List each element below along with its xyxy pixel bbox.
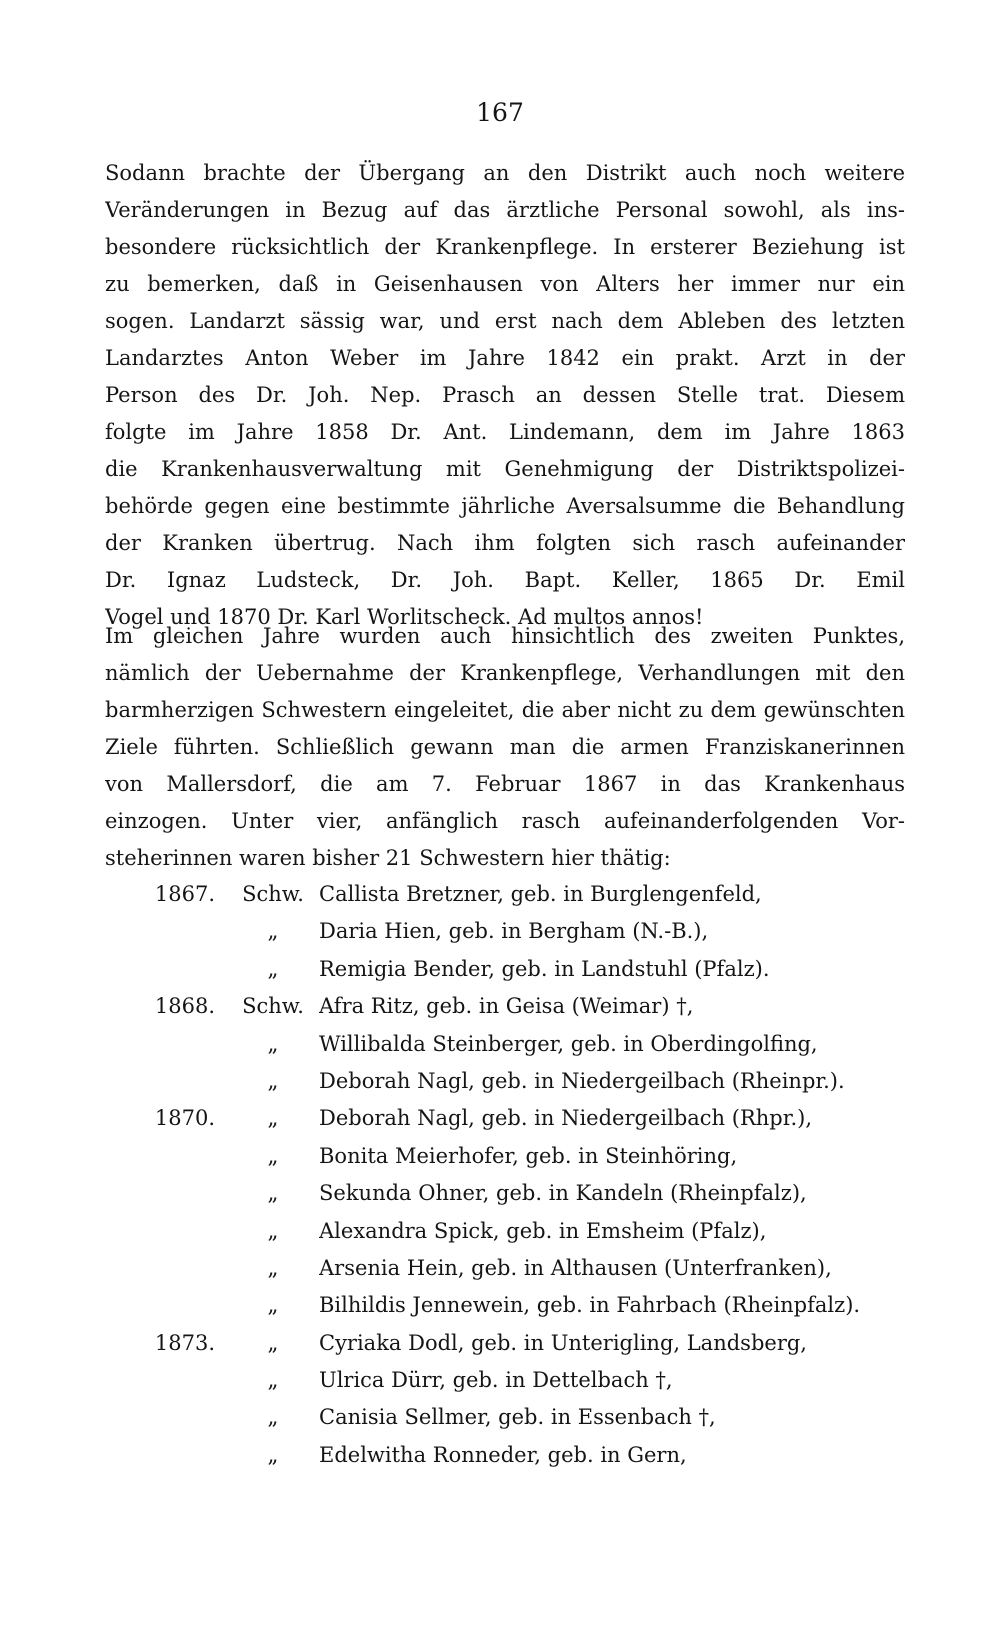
list-item-entry: Afra Ritz, geb. in Geisa (Weimar) †, [319,994,694,1019]
list-item-entry: Alexandra Spick, geb. in Emsheim (Pfalz), [319,1218,767,1243]
list-item-entry: Edelwitha Ronneder, geb. in Gern, [319,1442,687,1467]
text-line: Im gleichen Jahre wurden auch hinsichtlich des zweiten Punktes, [105,624,905,648]
list-item-entry: Willibalda Steinberger, geb. in Oberdingolfing, [319,1031,818,1056]
list-item [105,951,905,988]
list-item [105,1287,905,1324]
list-item-year [105,1063,227,1100]
list-item-prefix: Schw. [242,994,304,1019]
text-line: Sodann brachte der Übergang an den Distrikt auch noch weitere [105,161,905,185]
text-line: die Krankenhausverwaltung mit Genehmigung der Distriktspolizei- [105,457,905,481]
text-line: der Kranken übertrug. Nach ihm folgten sich rasch aufeinander [105,531,905,555]
list-item-entry: Ulrica Dürr, geb. in Dettelbach †, [319,1368,673,1393]
list-item [105,1437,905,1474]
page-number: 167 [476,98,524,127]
list-item-prefix: „ [267,1330,279,1355]
list-item [105,1063,905,1100]
list-item-prefix: „ [267,1368,279,1393]
list-item-year [105,951,227,988]
list-item-prefix: „ [267,956,279,981]
list-item-entry: Bilhildis Jennewein, geb. in Fahrbach (Rheinpfalz). [319,1293,861,1318]
list-item-prefix: „ [267,1293,279,1318]
list-item [105,1213,905,1250]
list-item-prefix: „ [267,919,279,944]
list-item-year [105,1250,227,1287]
list-item-year [105,1175,227,1212]
list-item-prefix: „ [267,1442,279,1467]
text-line: barmherzigen Schwestern eingeleitet, die aber nicht zu dem gewünschten [105,698,905,722]
list-item [105,1175,905,1212]
text-line: Ziele führten. Schließlich gewann man die armen Franziskanerinnen [105,735,905,759]
text-line: folgte im Jahre 1858 Dr. Ant. Lindemann, dem im Jahre 1863 [105,420,905,444]
list-item-entry: Daria Hien, geb. in Bergham (N.-B.), [319,919,709,944]
list-item-entry: Callista Bretzner, geb. in Burglengenfeld, [319,882,762,906]
list-item [105,988,905,1025]
list-item [105,1325,905,1362]
text-line: einzogen. Unter vier, anfänglich rasch aufeinanderfolgenden Vor- [105,809,905,833]
list-item [105,1399,905,1436]
list-item-entry: Cyriaka Dodl, geb. in Unterigling, Landsberg, [319,1330,807,1355]
text-line: besondere rücksichtlich der Krankenpflege. In ersterer Beziehung ist [105,235,905,259]
text-line: von Mallersdorf, die am 7. Februar 1867 in das Krankenhaus [105,772,905,796]
list-item-entry: Deborah Nagl, geb. in Niedergeilbach (Rhpr.), [319,1106,812,1131]
list-item-prefix: „ [267,1106,279,1131]
list-item-entry: Deborah Nagl, geb. in Niedergeilbach (Rheinpr.). [319,1068,845,1093]
list-item-entry: Sekunda Ohner, geb. in Kandeln (Rheinpfalz), [319,1181,807,1206]
list-item-year: 1873. [154,1330,215,1355]
list-item-entry: Canisia Sellmer, geb. in Essenbach †, [319,1405,716,1430]
paragraph-2 [105,618,905,877]
list-item-prefix: „ [267,1031,279,1056]
sisters-list [105,876,905,1474]
text-line: Veränderungen in Bezug auf das ärztliche Personal sowohl, als ins- [105,198,905,222]
list-item-year: 1867. [154,882,215,906]
list-item [105,1138,905,1175]
list-item-prefix: „ [267,1405,279,1430]
list-item-entry: Remigia Bender, geb. in Landstuhl (Pfalz). [319,956,770,981]
list-item-prefix: „ [267,1143,279,1168]
list-item-year [105,1138,227,1175]
list-item-prefix: „ [267,1181,279,1206]
list-item-prefix: „ [267,1255,279,1280]
list-item [105,876,905,913]
list-item-year: 1868. [154,994,215,1019]
list-item-year [105,1437,227,1474]
text-line: zu bemerken, daß in Geisenhausen von Alters her immer nur ein [105,272,905,296]
list-item [105,913,905,950]
list-item-year: 1870. [154,1106,215,1131]
list-item-year [105,1362,227,1399]
text-line: sogen. Landarzt sässig war, und erst nach dem Ableben des letzten [105,309,905,333]
list-item-year [105,1026,227,1063]
list-item [105,1100,905,1137]
list-item [105,1026,905,1063]
text-line: Person des Dr. Joh. Nep. Prasch an dessen Stelle trat. Diesem [105,383,905,407]
list-item [105,1250,905,1287]
list-item-year [105,1213,227,1250]
text-line: steherinnen waren bisher 21 Schwestern hier thätig: [105,846,671,870]
list-item-prefix: „ [267,1218,279,1243]
paragraph-1 [105,155,905,636]
text-line: behörde gegen eine bestimmte jährliche Aversalsumme die Behandlung [105,494,905,518]
list-item-year [105,913,227,950]
list-item-year [105,1399,227,1436]
list-item-prefix: Schw. [242,882,304,906]
text-line: Vogel und 1870 Dr. Karl Worlitscheck. Ad multos annos! [105,605,704,629]
list-item-prefix: „ [267,1068,279,1093]
list-item-entry: Bonita Meierhofer, geb. in Steinhöring, [319,1143,738,1168]
text-line: nämlich der Uebernahme der Krankenpflege, Verhandlungen mit den [105,661,905,685]
text-line: Landarztes Anton Weber im Jahre 1842 ein prakt. Arzt in der [105,346,905,370]
list-item-entry: Arsenia Hein, geb. in Althausen (Unterfranken), [319,1255,832,1280]
list-item-year [105,1287,227,1324]
list-item [105,1362,905,1399]
text-line: Dr. Ignaz Ludsteck, Dr. Joh. Bapt. Keller, 1865 Dr. Emil [105,568,905,592]
